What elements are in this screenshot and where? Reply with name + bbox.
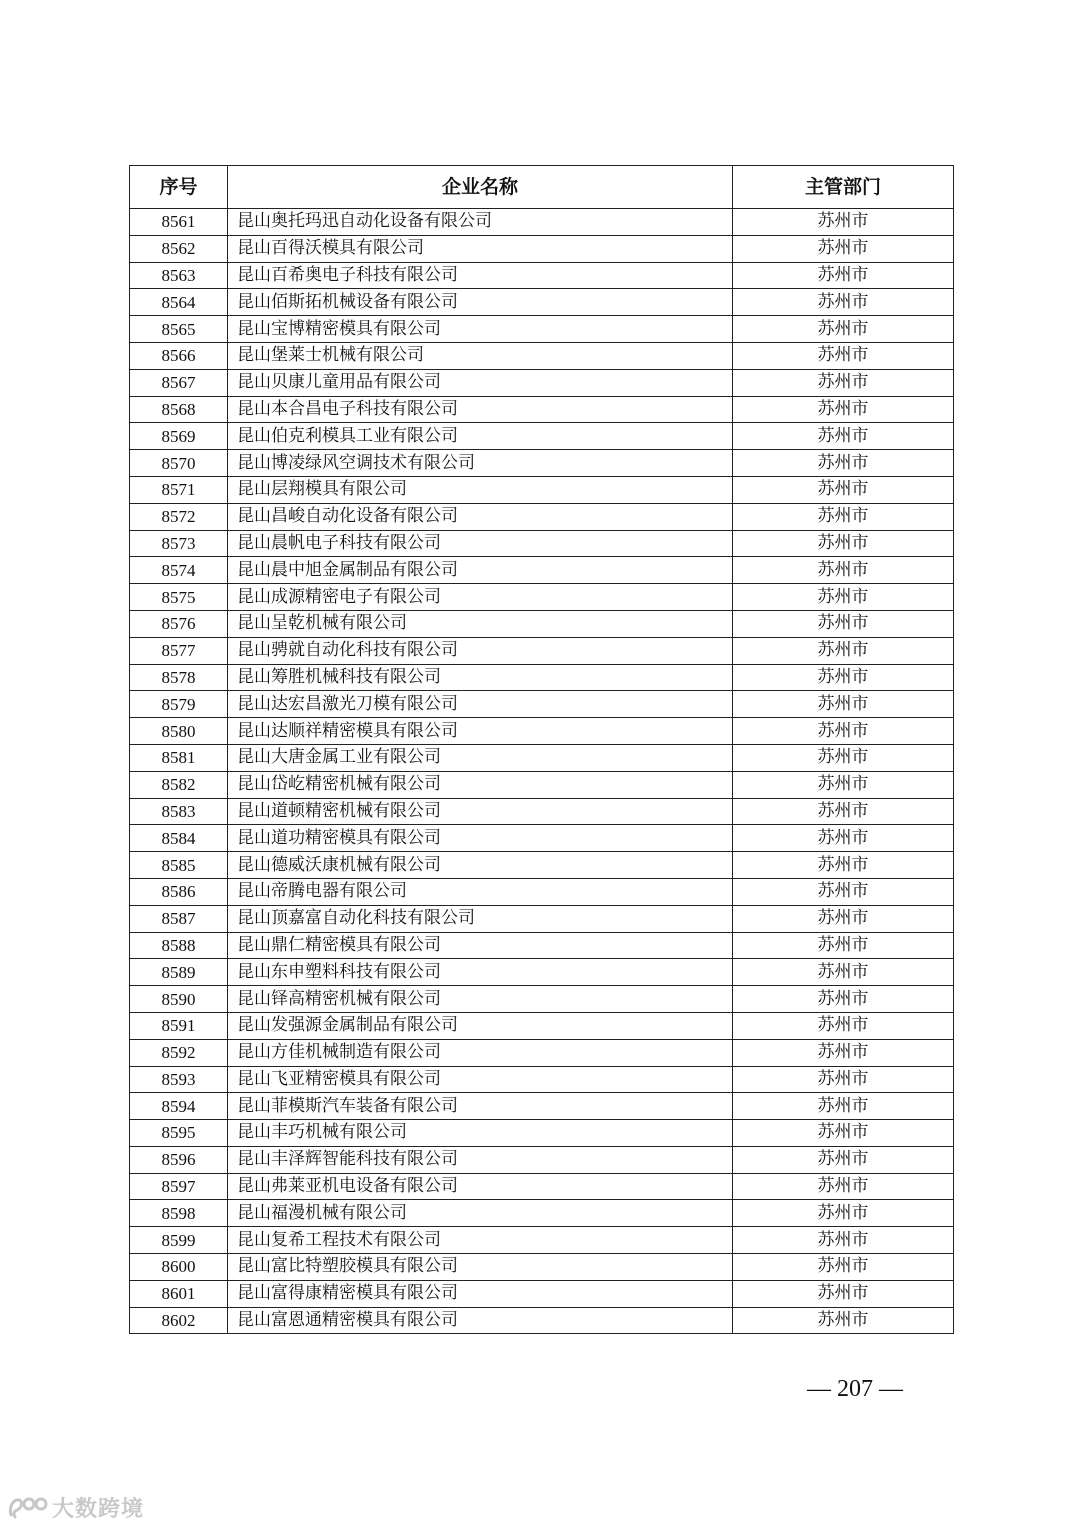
table-row: [130, 691, 954, 718]
cell-serial-number: 8567: [130, 369, 228, 396]
cell-department: 苏州市: [733, 1012, 954, 1039]
cell-department: 苏州市: [733, 1146, 954, 1173]
cell-company-name: 昆山骋就自动化科技有限公司: [228, 637, 733, 664]
cell-serial-number: 8593: [130, 1066, 228, 1093]
cell-department: 苏州市: [733, 289, 954, 316]
cell-company-name: 昆山复希工程技术有限公司: [228, 1227, 733, 1254]
cell-serial-number: 8562: [130, 235, 228, 262]
cell-company-name: 昆山成源精密电子有限公司: [228, 584, 733, 611]
table-row: [130, 262, 954, 289]
table-row: [130, 1120, 954, 1147]
cell-department: 苏州市: [733, 610, 954, 637]
table-row: [130, 316, 954, 343]
cell-serial-number: 8590: [130, 986, 228, 1013]
header-company-name: 企业名称: [228, 166, 733, 209]
cell-company-name: 昆山本合昌电子科技有限公司: [228, 396, 733, 423]
cell-department: 苏州市: [733, 530, 954, 557]
table-row: [130, 1227, 954, 1254]
cell-company-name: 昆山道顿精密机械有限公司: [228, 798, 733, 825]
cell-serial-number: 8569: [130, 423, 228, 450]
cell-company-name: 昆山丰泽辉智能科技有限公司: [228, 1146, 733, 1173]
page-number: — 207 —: [807, 1376, 903, 1402]
cell-company-name: 昆山百得沃模具有限公司: [228, 235, 733, 262]
table-row: [130, 744, 954, 771]
cell-company-name: 昆山岱屹精密机械有限公司: [228, 771, 733, 798]
cell-department: 苏州市: [733, 342, 954, 369]
table-row: [130, 476, 954, 503]
cell-department: 苏州市: [733, 744, 954, 771]
cell-department: 苏州市: [733, 718, 954, 745]
cell-company-name: 昆山顶嘉富自动化科技有限公司: [228, 905, 733, 932]
cell-company-name: 昆山晨帆电子科技有限公司: [228, 530, 733, 557]
cell-department: 苏州市: [733, 932, 954, 959]
enterprise-table: [129, 165, 954, 1334]
cell-company-name: 昆山丰巧机械有限公司: [228, 1120, 733, 1147]
table-row: [130, 342, 954, 369]
watermark: [8, 1492, 144, 1523]
cell-department: 苏州市: [733, 423, 954, 450]
table-row: [130, 396, 954, 423]
cell-serial-number: 8602: [130, 1307, 228, 1334]
table-row: [130, 852, 954, 879]
cell-company-name: 昆山富比特塑胶模具有限公司: [228, 1254, 733, 1281]
cell-serial-number: 8597: [130, 1173, 228, 1200]
cell-company-name: 昆山富得康精密模具有限公司: [228, 1280, 733, 1307]
table-row: [130, 1146, 954, 1173]
brand-logo-icon: [8, 1495, 48, 1521]
cell-department: 苏州市: [733, 557, 954, 584]
cell-company-name: 昆山帝腾电器有限公司: [228, 878, 733, 905]
table-header-row: [130, 166, 954, 209]
header-serial-number: 序号: [130, 166, 228, 209]
cell-department: 苏州市: [733, 476, 954, 503]
cell-department: 苏州市: [733, 1200, 954, 1227]
cell-serial-number: 8583: [130, 798, 228, 825]
cell-department: 苏州市: [733, 503, 954, 530]
cell-department: 苏州市: [733, 905, 954, 932]
cell-department: 苏州市: [733, 986, 954, 1013]
cell-serial-number: 8592: [130, 1039, 228, 1066]
table-row: [130, 503, 954, 530]
cell-department: 苏州市: [733, 1120, 954, 1147]
table-row: [130, 369, 954, 396]
table-row: [130, 771, 954, 798]
cell-serial-number: 8565: [130, 316, 228, 343]
watermark-text: 大数跨境: [52, 1497, 145, 1522]
cell-serial-number: 8600: [130, 1254, 228, 1281]
cell-company-name: 昆山道功精密模具有限公司: [228, 825, 733, 852]
cell-department: 苏州市: [733, 1280, 954, 1307]
cell-serial-number: 8578: [130, 664, 228, 691]
header-department: 主管部门: [733, 166, 954, 209]
cell-serial-number: 8582: [130, 771, 228, 798]
cell-serial-number: 8563: [130, 262, 228, 289]
cell-department: 苏州市: [733, 209, 954, 236]
cell-department: 苏州市: [733, 691, 954, 718]
table-row: [130, 557, 954, 584]
cell-serial-number: 8584: [130, 825, 228, 852]
cell-serial-number: 8571: [130, 476, 228, 503]
cell-serial-number: 8598: [130, 1200, 228, 1227]
table-row: [130, 1200, 954, 1227]
cell-department: 苏州市: [733, 637, 954, 664]
cell-company-name: 昆山东申塑料科技有限公司: [228, 959, 733, 986]
cell-company-name: 昆山福漫机械有限公司: [228, 1200, 733, 1227]
cell-serial-number: 8596: [130, 1146, 228, 1173]
cell-company-name: 昆山层翔模具有限公司: [228, 476, 733, 503]
cell-serial-number: 8580: [130, 718, 228, 745]
cell-department: 苏州市: [733, 1307, 954, 1334]
cell-serial-number: 8570: [130, 450, 228, 477]
cell-company-name: 昆山贝康儿童用品有限公司: [228, 369, 733, 396]
cell-department: 苏州市: [733, 262, 954, 289]
cell-serial-number: 8601: [130, 1280, 228, 1307]
cell-serial-number: 8587: [130, 905, 228, 932]
cell-serial-number: 8577: [130, 637, 228, 664]
cell-department: 苏州市: [733, 1066, 954, 1093]
cell-company-name: 昆山奥托玛迅自动化设备有限公司: [228, 209, 733, 236]
cell-company-name: 昆山堡莱士机械有限公司: [228, 342, 733, 369]
cell-department: 苏州市: [733, 664, 954, 691]
cell-company-name: 昆山达顺祥精密模具有限公司: [228, 718, 733, 745]
cell-serial-number: 8573: [130, 530, 228, 557]
table-row: [130, 986, 954, 1013]
cell-company-name: 昆山博凌绿风空调技术有限公司: [228, 450, 733, 477]
table-row: [130, 664, 954, 691]
cell-serial-number: 8574: [130, 557, 228, 584]
cell-department: 苏州市: [733, 1093, 954, 1120]
table-row: [130, 584, 954, 611]
cell-serial-number: 8576: [130, 610, 228, 637]
cell-company-name: 昆山佰斯拓机械设备有限公司: [228, 289, 733, 316]
cell-company-name: 昆山富恩通精密模具有限公司: [228, 1307, 733, 1334]
cell-serial-number: 8588: [130, 932, 228, 959]
cell-serial-number: 8564: [130, 289, 228, 316]
table-row: [130, 610, 954, 637]
cell-serial-number: 8575: [130, 584, 228, 611]
cell-serial-number: 8595: [130, 1120, 228, 1147]
cell-company-name: 昆山发强源金属制品有限公司: [228, 1012, 733, 1039]
table-row: [130, 932, 954, 959]
cell-department: 苏州市: [733, 959, 954, 986]
cell-company-name: 昆山方佳机械制造有限公司: [228, 1039, 733, 1066]
cell-department: 苏州市: [733, 1227, 954, 1254]
table-row: [130, 1039, 954, 1066]
cell-company-name: 昆山飞亚精密模具有限公司: [228, 1066, 733, 1093]
table-row: [130, 878, 954, 905]
table-row: [130, 825, 954, 852]
table-row: [130, 1307, 954, 1334]
table-row: [130, 289, 954, 316]
table-row: [130, 530, 954, 557]
cell-serial-number: 8586: [130, 878, 228, 905]
table-row: [130, 959, 954, 986]
cell-serial-number: 8594: [130, 1093, 228, 1120]
cell-company-name: 昆山晨中旭金属制品有限公司: [228, 557, 733, 584]
cell-department: 苏州市: [733, 825, 954, 852]
cell-company-name: 昆山菲模斯汽车装备有限公司: [228, 1093, 733, 1120]
cell-company-name: 昆山宝博精密模具有限公司: [228, 316, 733, 343]
cell-serial-number: 8585: [130, 852, 228, 879]
cell-department: 苏州市: [733, 316, 954, 343]
cell-department: 苏州市: [733, 396, 954, 423]
table-row: [130, 1173, 954, 1200]
cell-company-name: 昆山百希奥电子科技有限公司: [228, 262, 733, 289]
cell-department: 苏州市: [733, 878, 954, 905]
table-row: [130, 1012, 954, 1039]
table-row: [130, 235, 954, 262]
cell-company-name: 昆山昌峻自动化设备有限公司: [228, 503, 733, 530]
cell-company-name: 昆山呈乾机械有限公司: [228, 610, 733, 637]
cell-company-name: 昆山鼎仁精密模具有限公司: [228, 932, 733, 959]
cell-company-name: 昆山伯克利模具工业有限公司: [228, 423, 733, 450]
table-row: [130, 1093, 954, 1120]
table-row: [130, 423, 954, 450]
table-row: [130, 1066, 954, 1093]
cell-serial-number: 8561: [130, 209, 228, 236]
cell-department: 苏州市: [733, 1039, 954, 1066]
cell-department: 苏州市: [733, 771, 954, 798]
cell-department: 苏州市: [733, 1254, 954, 1281]
cell-serial-number: 8566: [130, 342, 228, 369]
cell-serial-number: 8581: [130, 744, 228, 771]
cell-company-name: 昆山铎高精密机械有限公司: [228, 986, 733, 1013]
cell-company-name: 昆山德威沃康机械有限公司: [228, 852, 733, 879]
cell-department: 苏州市: [733, 450, 954, 477]
table-row: [130, 1254, 954, 1281]
table-row: [130, 718, 954, 745]
table-row: [130, 798, 954, 825]
table-row: [130, 905, 954, 932]
cell-company-name: 昆山大唐金属工业有限公司: [228, 744, 733, 771]
cell-company-name: 昆山达宏昌激光刀模有限公司: [228, 691, 733, 718]
cell-serial-number: 8568: [130, 396, 228, 423]
cell-department: 苏州市: [733, 369, 954, 396]
table-row: [130, 1280, 954, 1307]
cell-serial-number: 8599: [130, 1227, 228, 1254]
cell-serial-number: 8589: [130, 959, 228, 986]
cell-department: 苏州市: [733, 852, 954, 879]
cell-serial-number: 8591: [130, 1012, 228, 1039]
cell-department: 苏州市: [733, 235, 954, 262]
cell-department: 苏州市: [733, 1173, 954, 1200]
cell-serial-number: 8579: [130, 691, 228, 718]
cell-company-name: 昆山弗莱亚机电设备有限公司: [228, 1173, 733, 1200]
cell-department: 苏州市: [733, 584, 954, 611]
cell-company-name: 昆山筹胜机械科技有限公司: [228, 664, 733, 691]
cell-serial-number: 8572: [130, 503, 228, 530]
cell-department: 苏州市: [733, 798, 954, 825]
table-row: [130, 209, 954, 236]
table-row: [130, 450, 954, 477]
table-row: [130, 637, 954, 664]
